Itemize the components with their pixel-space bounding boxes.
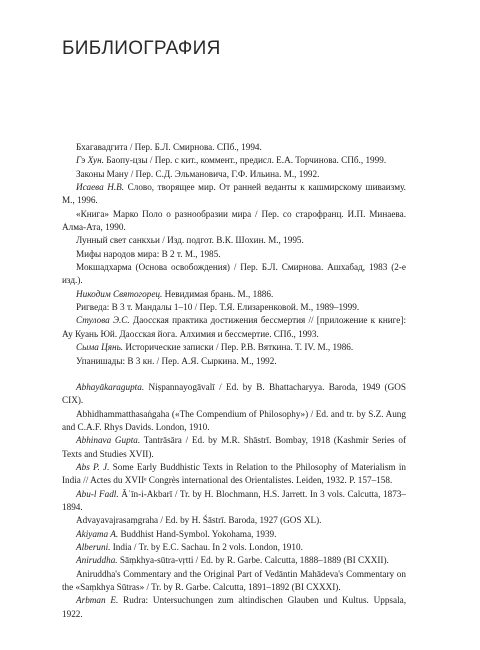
bibliography-entry bbox=[62, 381, 406, 408]
bibliography-entry bbox=[62, 234, 406, 247]
bibliography-entry bbox=[62, 568, 406, 595]
bibliography-entry bbox=[62, 154, 406, 167]
bibliography-entry bbox=[62, 355, 406, 368]
bibliography-entry bbox=[62, 514, 406, 527]
entry-text: Buddhist Hand-Symbol. Yokohama, 1939. bbox=[118, 528, 277, 539]
entry-author: Сыма Цянь. bbox=[76, 342, 124, 353]
entry-author: Стулова Э.С. bbox=[76, 315, 130, 326]
section-gap bbox=[62, 368, 406, 381]
entry-text: Бхагавадгита / Пер. Б.Л. Смирнова. СПб., 1994. bbox=[76, 142, 262, 152]
entry-author: Гэ Хун. bbox=[76, 155, 104, 166]
entry-text: Tantrāsāra / Ed. by M.R. Shāstrī. Bombay, 1918 (Kashmir Series of Texts and Studies XVII). bbox=[62, 435, 407, 459]
bibliography-entry bbox=[62, 434, 406, 461]
entry-text: Лунный свет санкхьи / Изд. подгот. В.К. Шохин. М., 1995. bbox=[76, 235, 304, 246]
entry-text: Законы Ману / Пер. С.Д. Эльмановича, Г.Ф. Ильина. М., 1992. bbox=[76, 168, 320, 179]
entry-author: Abhayākaragupta. bbox=[76, 381, 145, 392]
entry-author: Arbman E. bbox=[76, 595, 119, 606]
bibliography-entry bbox=[62, 208, 406, 235]
entry-text: Мифы народов мира: В 2 т. М., 1985. bbox=[76, 248, 221, 259]
foreign-references bbox=[62, 381, 406, 621]
entry-text: Advayavajrasaṃgraha / Ed. by H. Śāstrī. Baroda, 1927 (GOS XL). bbox=[76, 515, 322, 526]
bibliography-entry bbox=[62, 141, 406, 154]
russian-references bbox=[62, 141, 406, 368]
entry-text: India / Tr. by E.C. Sachau. In 2 vols. London, 1910. bbox=[110, 541, 303, 552]
bibliography-entry bbox=[62, 461, 406, 488]
entry-text: Мокшадхарма (Основа освобождения) / Пер. Б.Л. Смирнова. Ашхабад, 1983 (2-е изд.). bbox=[62, 262, 406, 286]
entry-author: Исаева Н.В. bbox=[76, 182, 125, 193]
bibliography-entry bbox=[62, 181, 406, 208]
entry-text: Rudra: Untersuchungen zum altindischen Glauben und Kultus. Uppsala, 1922. bbox=[62, 595, 407, 619]
entry-text: Aniruddha's Commentary and the Original Part of Vedāntin Mahādeva's Commentary on the «Saṃkhya Sūtras» / Tr. by R. Garbe. Calcutta, 1891–1892 (BI CXXXI). bbox=[62, 568, 406, 592]
bibliography-entry bbox=[62, 554, 406, 567]
bibliography-entry bbox=[62, 594, 406, 621]
bibliography-entry bbox=[62, 528, 406, 541]
bibliography-entry bbox=[62, 288, 406, 301]
entry-text: «Книга» Марко Поло о разнообразии мира / Пер. со старофранц. И.П. Минаева. Алма-Ата, 1990. bbox=[62, 208, 406, 233]
entry-author: Abhinava Gupta. bbox=[76, 435, 141, 446]
bibliography-entry bbox=[62, 168, 406, 181]
bibliography-entry bbox=[62, 301, 406, 314]
bibliography-entry bbox=[62, 408, 406, 435]
entry-text: Слово, творящее мир. От ранней веданты к кашмирскому шиваизму. М., 1996. bbox=[62, 182, 406, 206]
entry-text: Ригведа: В 3 т. Мандалы 1–10 / Пер. Т.Я. Елизаренковой. М., 1989–1999. bbox=[76, 302, 360, 313]
entry-text: Баопу-цзы / Пер. с кит., коммент., предисл. Е.А. Торчинова. СПб., 1999. bbox=[103, 155, 387, 166]
entry-author: Akiyama A. bbox=[76, 528, 119, 539]
entry-text: Niṣpannayogāvalī / Ed. by B. Bhattacharyya. Baroda, 1949 (GOS CIX). bbox=[62, 381, 406, 406]
bibliography-entry bbox=[62, 341, 406, 354]
entry-text: Abhidhammatthasaṅgaha («The Compendium of Philosophy») / Ed. and tr. by S.Z. Aung and C.A.F. Rhys Davids. London, 1910. bbox=[62, 408, 406, 432]
bibliography-entry bbox=[62, 261, 406, 288]
entry-text: Some Early Buddhistic Texts in Relation to the Philosophy of Materialism in India // Actes du XVIIᵉ Congrès international des Orientalistes. Leiden, 1932. P. 157–158. bbox=[62, 461, 406, 486]
entry-text: Āʾīn-i-Akbarī / Tr. by H. Blochmann, H.S. Jarrett. In 3 vols. Calcutta, 1873–1894. bbox=[62, 488, 406, 512]
page-title: БИБЛИОГРАФИЯ bbox=[62, 38, 221, 59]
entry-author: Abu-l Fadl. bbox=[76, 488, 119, 499]
entry-author: Aniruddha. bbox=[76, 555, 118, 566]
entry-text: Упанишады: В 3 кн. / Пер. А.Я. Сыркина. М., 1992. bbox=[76, 355, 277, 366]
bibliography-entry bbox=[62, 488, 406, 515]
bibliography-entry bbox=[62, 248, 406, 261]
entry-author: Alberuni. bbox=[76, 541, 111, 552]
entry-text: Исторические записки / Пер. Р.В. Вяткина. Т. IV. М., 1986. bbox=[123, 342, 354, 353]
entry-author: Никодим Святогорец. bbox=[76, 288, 163, 299]
entry-text: Невидимая брань. М., 1886. bbox=[162, 288, 274, 299]
bibliography-entry bbox=[62, 314, 406, 341]
entry-text: Даосская практика достижения бессмертия // [приложение к книге]: Ау Куань Юй. Даосская йога. Алхимия и бессмертие. СПб., 1993. bbox=[62, 315, 407, 339]
bibliography-list bbox=[62, 141, 406, 621]
entry-text: Sāṃkhya-sūtra-vṛtti / Ed. by R. Garbe. Calcutta, 1888–1889 (BI CXXII). bbox=[117, 555, 389, 566]
entry-author: Abs P. J. bbox=[76, 461, 110, 472]
bibliography-entry bbox=[62, 541, 406, 554]
